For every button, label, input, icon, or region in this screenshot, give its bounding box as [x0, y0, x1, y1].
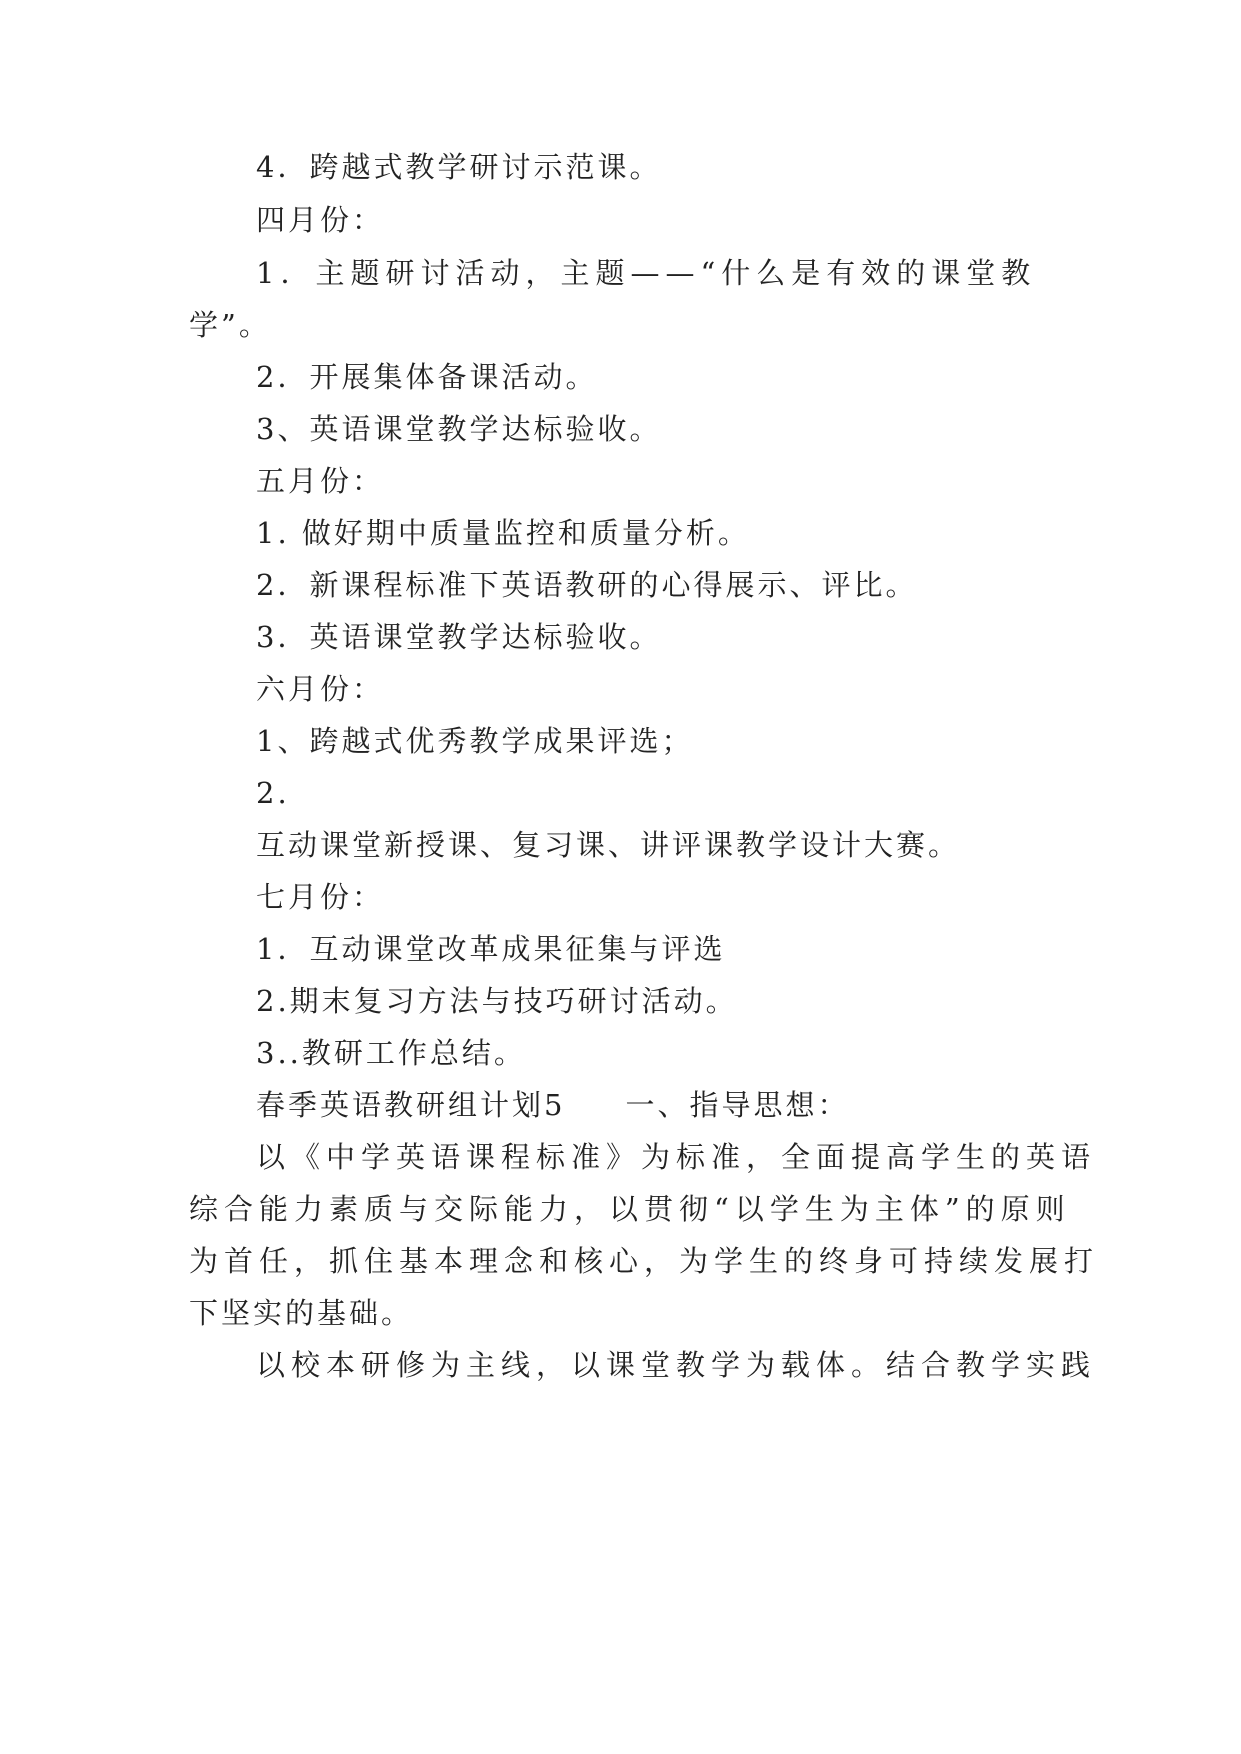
text-line: 2．新课程标准下英语教研的心得展示、评比。: [256, 568, 918, 602]
text-line: 为首任，抓住基本理念和核心，为学生的终身可持续发展打: [189, 1244, 1100, 1278]
text-line: 1、跨越式优秀教学成果评选；: [256, 724, 694, 758]
text-line: 1. 做好期中质量监控和质量分析。: [256, 516, 750, 550]
text-line: 3、英语课堂教学达标验收。: [256, 412, 662, 446]
text-line: 下坚实的基础。: [189, 1296, 414, 1330]
plan-title-line: [256, 1085, 849, 1125]
section-heading-may: 五月份：: [256, 464, 385, 498]
text-line: 3..教研工作总结。: [256, 1036, 526, 1070]
text-line: 2.期末复习方法与技巧研讨活动。: [256, 984, 738, 1018]
section-heading-july: 七月份：: [256, 880, 385, 914]
text-line: 以校本研修为主线，以课堂教学为载体。结合教学实践: [256, 1348, 1097, 1382]
text-line: 4．跨越式教学研讨示范课。: [256, 150, 662, 184]
text-line: 学”。: [189, 308, 271, 342]
text-line: 2.: [256, 776, 290, 810]
text-line: 综合能力素质与交际能力，以贯彻“以学生为主体”的原则: [189, 1192, 1071, 1226]
text-line: 1．互动课堂改革成果征集与评选: [256, 932, 726, 966]
section-heading-april: 四月份：: [256, 203, 385, 237]
guiding-thought-heading: 一、指导思想：: [625, 1088, 850, 1122]
text-line: 1．主题研讨活动，主题——“什么是有效的课堂教: [256, 256, 1037, 290]
text-line: 2．开展集体备课活动。: [256, 360, 598, 394]
section-heading-june: 六月份：: [256, 672, 385, 706]
text-line: 3．英语课堂教学达标验收。: [256, 620, 662, 654]
text-line: 互动课堂新授课、复习课、讲评课教学设计大赛。: [256, 828, 961, 862]
plan-title: 春季英语教研组计划5: [256, 1088, 566, 1122]
text-line: 以《中学英语课程标准》为标准，全面提高学生的英语: [256, 1140, 1097, 1174]
